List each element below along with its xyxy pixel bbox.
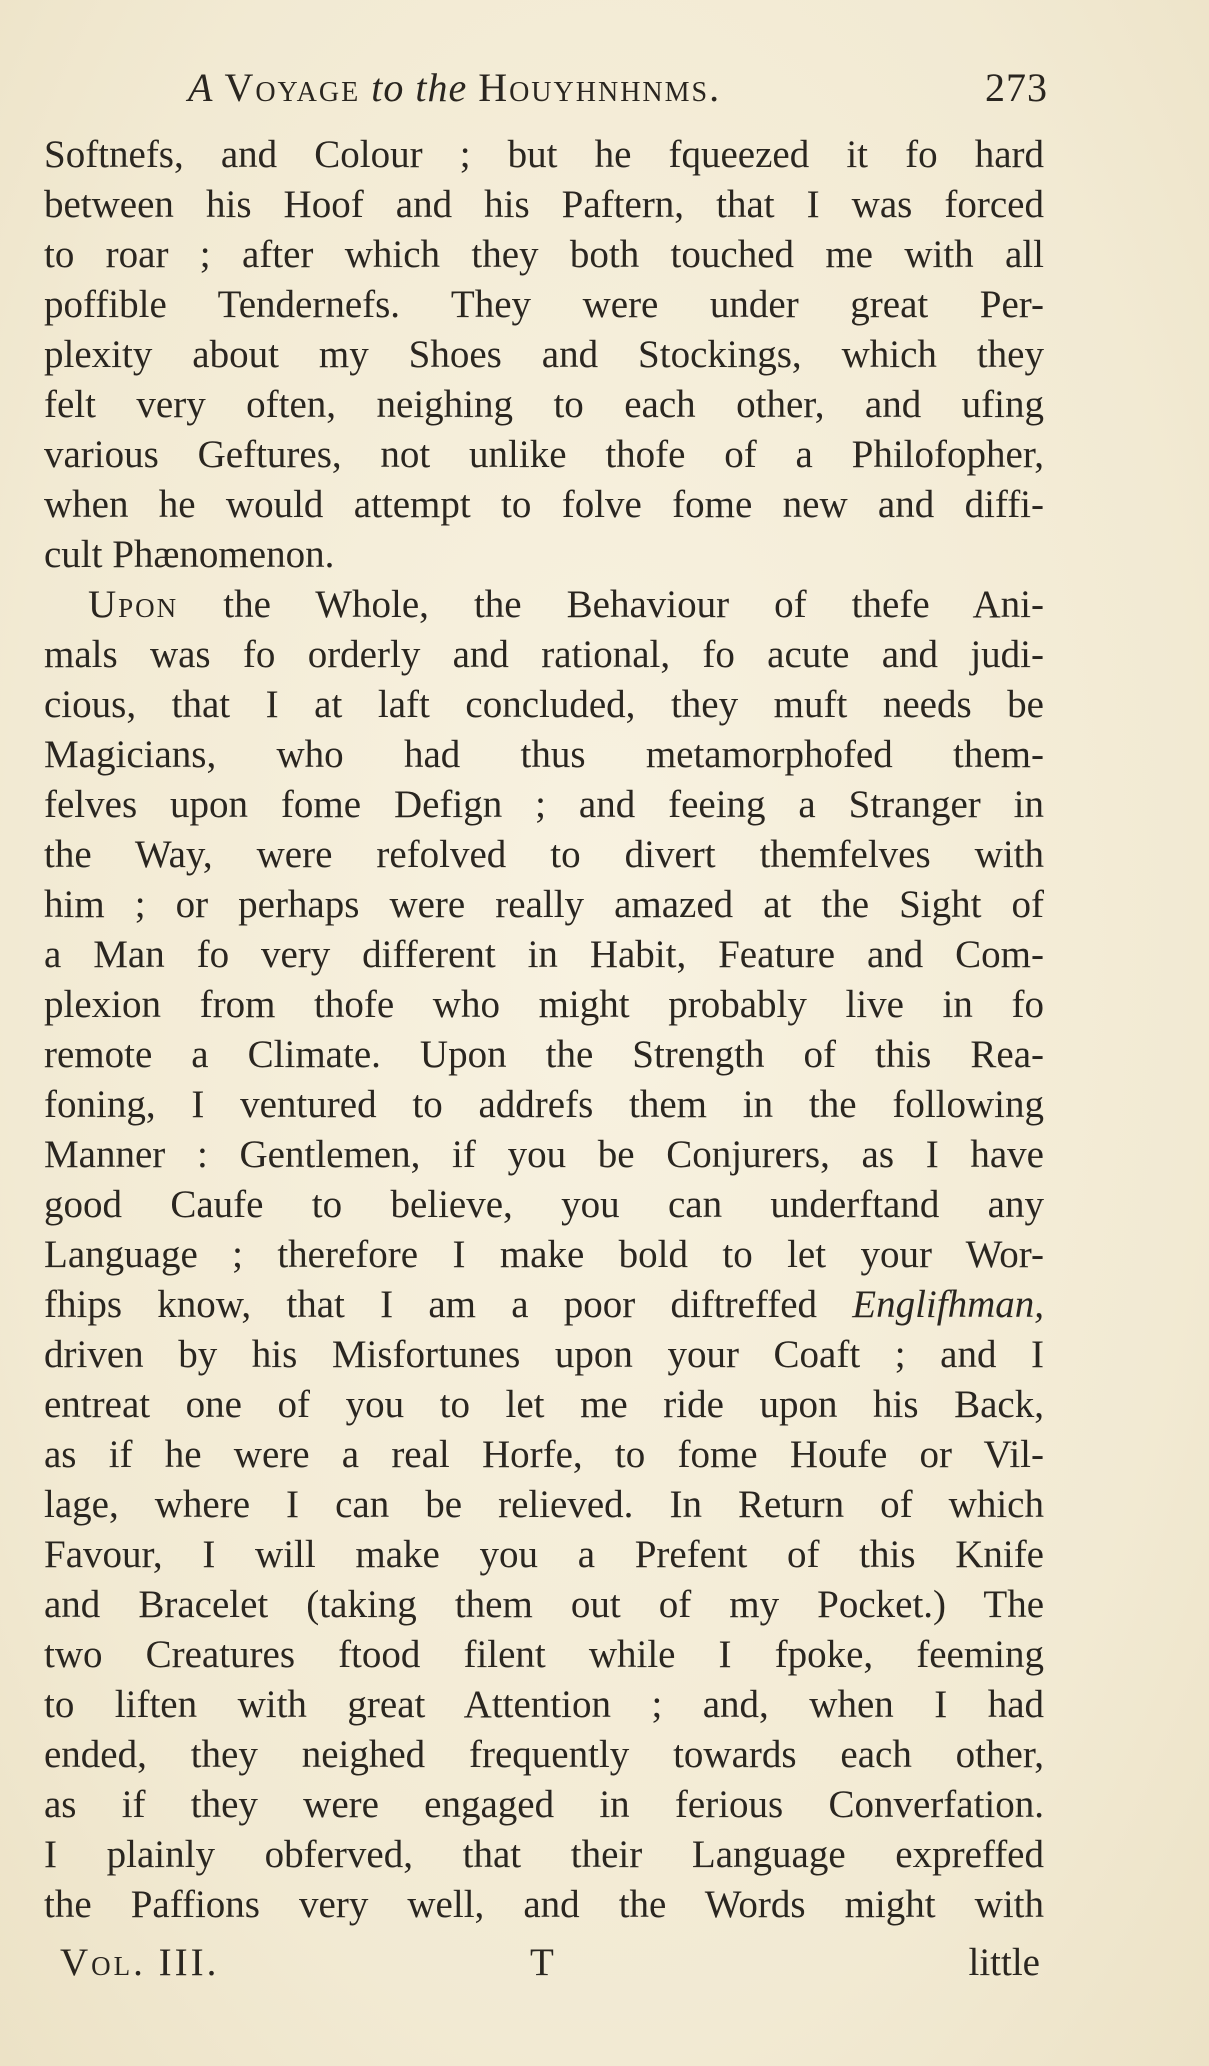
- running-head-to-the: to the: [371, 65, 468, 110]
- text-line: when he would attempt to folve fome new and diffi-: [44, 483, 1044, 526]
- running-head: [188, 64, 1048, 114]
- text-line: a Man fo very different in Habit, Feature and Com-: [44, 933, 1044, 976]
- paragraph-start-line: [44, 580, 1044, 630]
- text-line: foning, I ventured to addrefs them in the following: [44, 1083, 1044, 1126]
- page-footer: [60, 1940, 1040, 1990]
- text-line: lage, where I can be relieved. In Return of which: [44, 1483, 1044, 1526]
- text-line: Softnefs, and Colour ; but he fqueezed it fo hard: [44, 133, 1044, 176]
- text-line: cult Phænomenon.: [44, 533, 335, 576]
- body-text: [44, 130, 1044, 1930]
- text-line: I plainly obferved, that their Language expreffed: [44, 1833, 1044, 1876]
- text-line: remote a Climate. Upon the Strength of this Rea-: [44, 1033, 1044, 1076]
- text-line: felves upon fome Defign ; and feeing a Stranger in: [44, 783, 1044, 826]
- text-line: mals was fo orderly and rational, fo acute and judi-: [44, 633, 1044, 676]
- text-line: and Bracelet (taking them out of my Pocket.) The: [44, 1583, 1044, 1626]
- text-line: the Way, were refolved to divert themfelves with: [44, 833, 1044, 876]
- text-line: two Creatures ftood filent while I fpoke, feeming: [44, 1633, 1044, 1676]
- text-line-middle: that I am a poor diftreffed: [286, 1283, 818, 1326]
- text-line: Favour, I will make you a Prefent of this Knife: [44, 1533, 1044, 1576]
- text-line: various Geftures, not unlike thofe of a Philofopher,: [44, 433, 1044, 476]
- englishman-word: Englifhman,: [852, 1283, 1045, 1326]
- text-line: as if they were engaged in ferious Converfation.: [44, 1783, 1044, 1826]
- text-line: Language ; therefore I make bold to let your Wor-: [44, 1233, 1044, 1276]
- text-line: Manner : Gentlemen, if you be Conjurers, as I have: [44, 1133, 1044, 1176]
- running-head-houyhnhnms: Houyhnhnms.: [478, 65, 722, 110]
- page-number: 273: [985, 65, 1048, 110]
- text-line: him ; or perhaps were really amazed at the Sight of: [44, 883, 1044, 926]
- text-line: entreat one of you to let me ride upon his Back,: [44, 1383, 1044, 1426]
- text-line: between his Hoof and his Paftern, that I was forced: [44, 183, 1044, 226]
- ships-know: fhips know,: [44, 1283, 252, 1326]
- signature-mark: T: [530, 1941, 554, 1984]
- text-line: plexion from thofe who might probably live in fo: [44, 983, 1044, 1026]
- text-line-rest: the Whole, the Behaviour of thefe Ani-: [223, 583, 1045, 626]
- englishman-line: [44, 1280, 1044, 1330]
- running-head-article: A: [188, 65, 214, 110]
- text-line: to liften with great Attention ; and, when I had: [44, 1683, 1044, 1726]
- text-line: to roar ; after which they both touched me with all: [44, 233, 1044, 276]
- text-line: the Paffions very well, and the Words might with: [44, 1883, 1044, 1926]
- upon-word: Upon: [88, 583, 179, 626]
- catchword: little: [968, 1941, 1040, 1984]
- text-line: Magicians, who had thus metamorphofed them-: [44, 733, 1044, 776]
- text-line: plexity about my Shoes and Stockings, which they: [44, 333, 1044, 376]
- text-line: good Caufe to believe, you can underftand any: [44, 1183, 1044, 1226]
- text-line: ended, they neighed frequently towards each other,: [44, 1733, 1044, 1776]
- text-line: poffible Tendernefs. They were under great Per-: [44, 283, 1044, 326]
- text-line: cious, that I at laft concluded, they muft needs be: [44, 683, 1044, 726]
- text-line: felt very often, neighing to each other, and ufing: [44, 383, 1044, 426]
- text-line: driven by his Misfortunes upon your Coaft ; and I: [44, 1333, 1044, 1376]
- text-line: as if he were a real Horfe, to fome Houfe or Vil-: [44, 1433, 1044, 1476]
- volume-mark: Vol. III.: [60, 1941, 220, 1984]
- running-head-voyage: Voyage: [224, 65, 361, 110]
